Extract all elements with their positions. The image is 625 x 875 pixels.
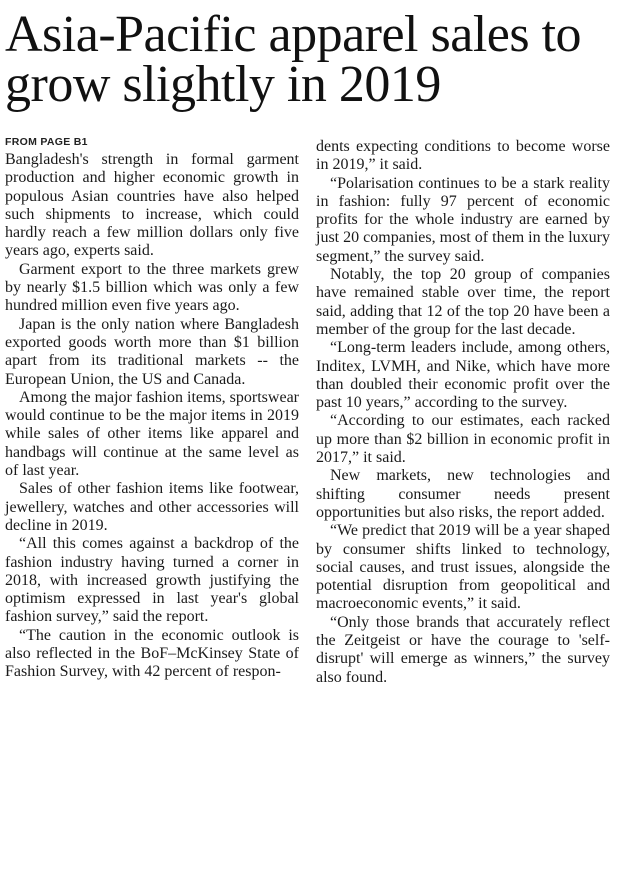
paragraph: “According to our estimates, each racked up more than $2 billion in economic profit in 2017,” it said. — [316, 412, 610, 467]
paragraph: New markets, new technologies and shifting consumer needs present opportunities but also risks, the report added. — [316, 467, 610, 521]
paragraph: “All this comes against a backdrop of the fashion industry having turned a corner in 2018, with increased growth justifying the optimism expressed in last year's global fashion survey,” said the report. — [5, 535, 299, 626]
paragraph: Notably, the top 20 group of companies have remained stable over time, the report said, adding that 12 of the top 20 have been a member of the group for the last decade. — [316, 266, 610, 338]
paragraph: Bangladesh's strength in formal garment production and higher economic growth in populous Asian countries have also helped such shipments to increase, which could hardly reach a few million dollars only five years ago, experts said. — [5, 151, 299, 260]
paragraph: “Polarisation continues to be a stark reality in fashion: fully 97 percent of economic profits for the whole industry are earned by just 20 companies, most of them in the luxury segment,” the survey said. — [316, 174, 610, 265]
paragraph: Among the major fashion items, sportswear would continue to be the major items in 2019 while sales of other items like apparel and handbags will continue at the same level as of last year. — [5, 388, 299, 480]
paragraph: “The caution in the economic outlook is also reflected in the BoF–McKinsey State of Fashion Survey, with 42 percent of respon- — [5, 626, 299, 681]
left-column — [5, 136, 299, 682]
article-headline: Asia-Pacific apparel sales to grow slightly in 2019 — [5, 6, 582, 113]
paragraph: Japan is the only nation where Bangladesh exported goods worth more than $1 billion apart from its traditional markets -- the European Union, the US and Canada. — [5, 315, 299, 388]
paragraph: Garment export to the three markets grew by nearly $1.5 billion which was only a few hundred million even five years ago. — [5, 260, 299, 315]
paragraph: “Only those brands that accurately reflect the Zeitgeist or have the courage to 'self-disrupt' will emerge as winners,” the survey also found. — [316, 613, 610, 686]
paragraph: “We predict that 2019 will be a year shaped by consumer shifts linked to technology, social causes, and trust issues, alongside the potential disruption from geopolitical and macroeconomic events,” it said. — [316, 522, 610, 613]
paragraph: Sales of other fashion items like footwear, jewellery, watches and other accessories will decline in 2019. — [5, 480, 299, 534]
paragraph-continued: dents expecting conditions to become worse in 2019,” it said. — [316, 138, 610, 174]
right-column — [316, 138, 610, 687]
paragraph: “Long-term leaders include, among others, Inditex, LVMH, and Nike, which have more than doubled their economic profit over the past 10 years,” according to the survey. — [316, 339, 610, 412]
byline: FROM PAGE B1 — [5, 136, 88, 148]
